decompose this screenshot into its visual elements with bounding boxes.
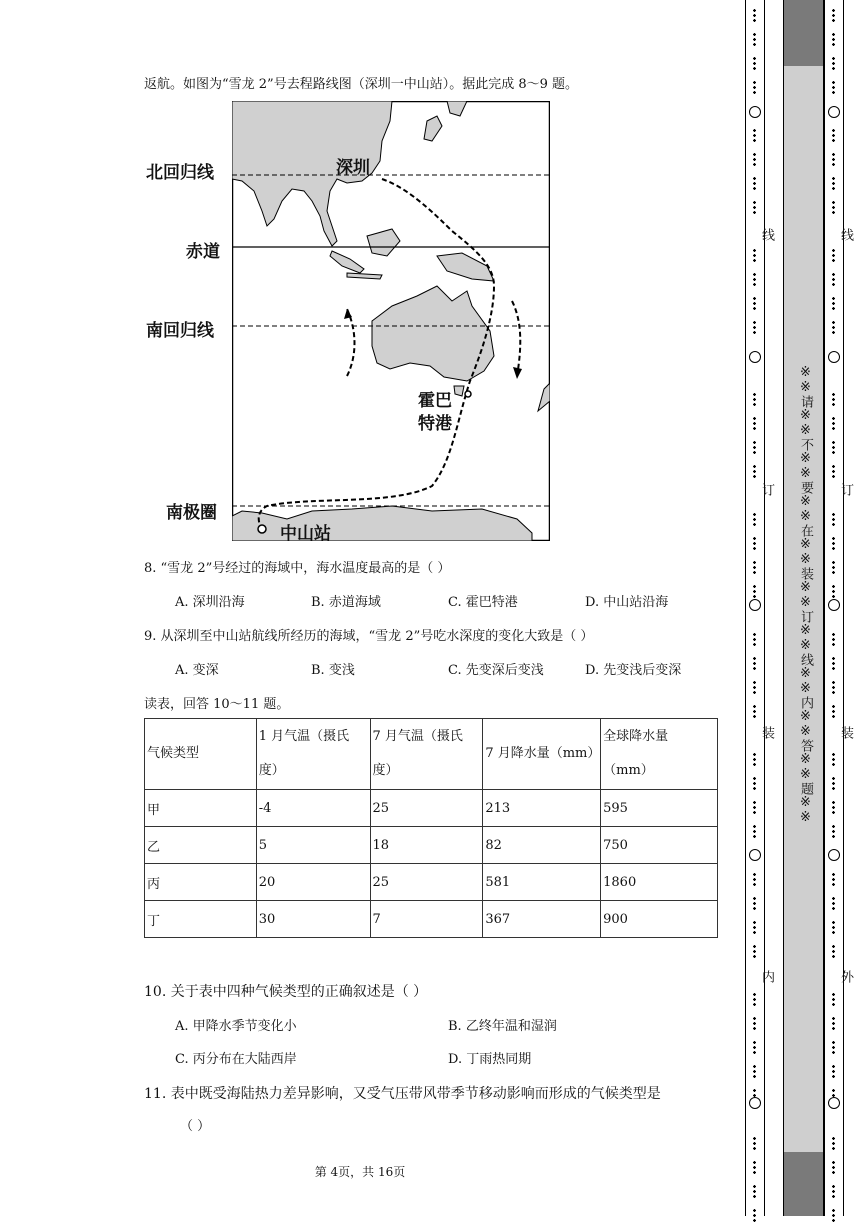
tropic-capricorn-label: 南回归线 <box>146 321 214 341</box>
inner-leader-dots <box>753 584 756 598</box>
route-map <box>232 101 550 544</box>
antarctic-circle-label: 南极圈 <box>166 503 217 523</box>
q10-option-a[interactable]: A. 甲降水季节变化小 <box>175 1019 297 1034</box>
outer-leader-dots <box>832 320 835 334</box>
hobart-label-2: 特港 <box>418 414 452 434</box>
inner-leader-dots <box>753 512 756 526</box>
inner-mark-bind: 装 <box>759 726 774 739</box>
header-jan-temp: 1 月气温（摄氏 度） <box>256 719 370 790</box>
inner-leader-dots <box>753 152 756 166</box>
outer-leader-dots <box>832 248 835 262</box>
table-cell: 25 <box>370 864 483 901</box>
outer-leader-dots <box>832 632 835 646</box>
intro-text: 返航。如图为“雪龙 2”号去程路线图（深圳一中山站）。据此完成 8～9 题。 <box>144 77 579 92</box>
outer-leader-dots <box>832 536 835 550</box>
outer-leader-dots <box>832 1136 835 1150</box>
inner-leader-dots <box>753 320 756 334</box>
inner-leader-dots <box>753 680 756 694</box>
outer-leader-dots <box>832 584 835 598</box>
binding-bottom-cap <box>784 1152 824 1216</box>
q8-option-a[interactable]: A. 深圳沿海 <box>175 595 245 610</box>
outer-leader-dots <box>832 272 835 286</box>
inner-leader-dots <box>753 128 756 142</box>
inner-leader-dots <box>753 632 756 646</box>
header-annual-precip: 全球降水量 （mm） <box>601 719 718 790</box>
q9-option-c[interactable]: C. 先变深后变浅 <box>448 663 544 678</box>
inner-leader-dots <box>753 8 756 22</box>
outer-leader-dots <box>832 440 835 454</box>
inner-leader-dots <box>753 920 756 934</box>
inner-leader-dots <box>753 80 756 94</box>
outer-circle-mark <box>828 351 840 363</box>
zhongshan-label: 中山站 <box>280 524 331 544</box>
inner-leader-dots <box>753 656 756 670</box>
equator-label: 赤道 <box>186 242 220 262</box>
table-cell: 595 <box>601 790 718 827</box>
table-cell: 581 <box>483 864 601 901</box>
q11-stem-bracket: （ ） <box>180 1119 211 1134</box>
inner-leader-dots <box>753 248 756 262</box>
outer-leader-dots <box>832 1064 835 1078</box>
table-row <box>145 864 718 901</box>
outer-leader-dots <box>832 464 835 478</box>
inner-leader-dots <box>753 536 756 550</box>
table-cell: -4 <box>256 790 370 827</box>
inner-leader-dots <box>753 392 756 406</box>
outer-leader-dots <box>832 920 835 934</box>
q10-option-d[interactable]: D. 丁雨热同期 <box>448 1052 532 1067</box>
page-footer: 第 4页，共 16页 <box>314 1165 406 1179</box>
table-header-row <box>145 719 718 790</box>
tasmania-land <box>454 386 464 396</box>
table-cell: 5 <box>256 827 370 864</box>
outer-mark-bind: 装 <box>838 726 853 739</box>
table-cell: 丙 <box>145 864 257 901</box>
q9-option-a[interactable]: A. 变深 <box>175 663 219 678</box>
q8-option-d[interactable]: D. 中山站沿海 <box>585 595 669 610</box>
binding-top-cap <box>784 0 824 66</box>
outer-leader-dots <box>832 1016 835 1030</box>
inner-leader-dots <box>753 1136 756 1150</box>
table-cell: 乙 <box>145 827 257 864</box>
outer-leader-dots <box>832 152 835 166</box>
outer-leader-dots <box>832 944 835 958</box>
header-jul-precip: 7 月降水量（mm） <box>483 719 601 790</box>
inner-circle-mark <box>749 106 761 118</box>
inner-leader-dots <box>753 560 756 574</box>
q9-option-d[interactable]: D. 先变浅后变深 <box>585 663 682 678</box>
outer-leader-dots <box>832 176 835 190</box>
outer-leader-dots <box>832 80 835 94</box>
outer-leader-dots <box>832 992 835 1006</box>
q10-option-b[interactable]: B. 乙终年温和湿润 <box>448 1019 557 1034</box>
outer-leader-dots <box>832 1184 835 1198</box>
inner-mark-inside: 内 <box>759 970 774 983</box>
table-cell: 丁 <box>145 901 257 938</box>
inner-circle-mark <box>749 849 761 861</box>
table-cell: 25 <box>370 790 483 827</box>
outer-mark-order: 订 <box>838 483 853 496</box>
outer-leader-dots <box>832 32 835 46</box>
inner-leader-dots <box>753 800 756 814</box>
q11-stem: 11. 表中既受海陆热力差异影响，又受气压带风带季节移动影响而形成的气候类型是 <box>144 1086 661 1102</box>
hobart-label: 霍巴 <box>418 391 452 411</box>
outer-leader-dots <box>832 680 835 694</box>
inner-leader-dots <box>753 896 756 910</box>
inner-leader-dots <box>753 992 756 1006</box>
table-cell: 213 <box>483 790 601 827</box>
inner-circle-mark <box>749 351 761 363</box>
outer-leader-dots <box>832 800 835 814</box>
inner-leader-dots <box>753 1040 756 1054</box>
zhongshan-point <box>258 525 266 533</box>
outer-leader-dots <box>832 560 835 574</box>
outer-leader-dots <box>832 1160 835 1174</box>
inner-mark-order: 订 <box>759 483 774 496</box>
table-row <box>145 901 718 938</box>
outer-mark-outside: 外 <box>838 970 853 983</box>
outer-leader-dots <box>832 1208 835 1222</box>
inner-leader-dots <box>753 1208 756 1222</box>
q8-stem: 8. “雪龙 2”号经过的海域中，海水温度最高的是（ ） <box>144 561 451 576</box>
q8-option-b[interactable]: B. 赤道海域 <box>311 595 381 610</box>
inner-leader-dots <box>753 296 756 310</box>
inner-leader-dots <box>753 464 756 478</box>
outer-leader-dots <box>832 872 835 886</box>
table-row <box>145 790 718 827</box>
table-cell: 7 <box>370 901 483 938</box>
inner-leader-dots <box>753 416 756 430</box>
table-cell: 20 <box>256 864 370 901</box>
outer-leader-dots <box>832 56 835 70</box>
q9-stem: 9. 从深圳至中山站航线所经历的海域，“雪龙 2”号吃水深度的变化大致是（ ） <box>144 629 594 644</box>
inner-leader-dots <box>753 1064 756 1078</box>
outer-leader-dots <box>832 656 835 670</box>
q10-stem: 10. 关于表中四种气候类型的正确叙述是（ ） <box>144 984 428 1000</box>
inner-leader-dots <box>753 1016 756 1030</box>
table-cell: 1860 <box>601 864 718 901</box>
table-cell: 750 <box>601 827 718 864</box>
tropic-cancer-label: 北回归线 <box>146 163 214 183</box>
route-map-svg <box>232 101 550 541</box>
outer-circle-mark <box>828 849 840 861</box>
inner-leader-dots <box>753 776 756 790</box>
table-row <box>145 827 718 864</box>
inner-leader-dots <box>753 32 756 46</box>
inner-leader-dots <box>753 704 756 718</box>
inner-circle-mark <box>749 1097 761 1109</box>
inner-leader-dots <box>753 824 756 838</box>
outer-circle-mark <box>828 599 840 611</box>
inner-leader-dots <box>753 272 756 286</box>
outer-circle-mark <box>828 1097 840 1109</box>
outer-leader-dots <box>832 704 835 718</box>
inner-leader-dots <box>753 200 756 214</box>
inner-circle-mark <box>749 599 761 611</box>
outer-leader-dots <box>832 776 835 790</box>
inner-leader-dots <box>753 1184 756 1198</box>
outer-leader-dots <box>832 128 835 142</box>
outer-leader-dots <box>832 824 835 838</box>
q10-option-c[interactable]: C. 丙分布在大陆西岸 <box>175 1052 297 1067</box>
q8-option-c[interactable]: C. 霍巴特港 <box>448 595 518 610</box>
table-cell: 30 <box>256 901 370 938</box>
inner-leader-dots <box>753 56 756 70</box>
table-cell: 900 <box>601 901 718 938</box>
binding-notice: ※※请※※不※※要※※在※※装※※订※※线※※内※※答※※题※※ <box>798 365 813 825</box>
outer-leader-dots <box>832 752 835 766</box>
outer-leader-dots <box>832 8 835 22</box>
outer-mark-line: 线 <box>838 228 853 241</box>
header-climate-type: 气候类型 <box>145 719 257 790</box>
outer-leader-dots <box>832 896 835 910</box>
inner-leader-dots <box>753 1160 756 1174</box>
inner-leader-dots <box>753 752 756 766</box>
inner-leader-dots <box>753 176 756 190</box>
climate-table <box>144 718 718 938</box>
outer-leader-dots <box>832 512 835 526</box>
header-jul-temp: 7 月气温（摄氏 度） <box>370 719 483 790</box>
table-cell: 18 <box>370 827 483 864</box>
outer-circle-mark <box>828 106 840 118</box>
outer-leader-dots <box>832 416 835 430</box>
table-cell: 82 <box>483 827 601 864</box>
q9-option-b[interactable]: B. 变浅 <box>311 663 355 678</box>
table-cell: 甲 <box>145 790 257 827</box>
inner-mark-line: 线 <box>759 228 774 241</box>
table-cell: 367 <box>483 901 601 938</box>
table-intro: 读表，回答 10～11 题。 <box>144 697 290 712</box>
inner-leader-dots <box>753 944 756 958</box>
hobart-point <box>465 391 471 397</box>
outer-leader-dots <box>832 200 835 214</box>
inner-leader-dots <box>753 440 756 454</box>
outer-leader-dots <box>832 1040 835 1054</box>
outer-leader-dots <box>832 296 835 310</box>
inner-leader-dots <box>753 872 756 886</box>
shenzhen-label: 深圳 <box>336 158 370 178</box>
outer-leader-dots <box>832 392 835 406</box>
